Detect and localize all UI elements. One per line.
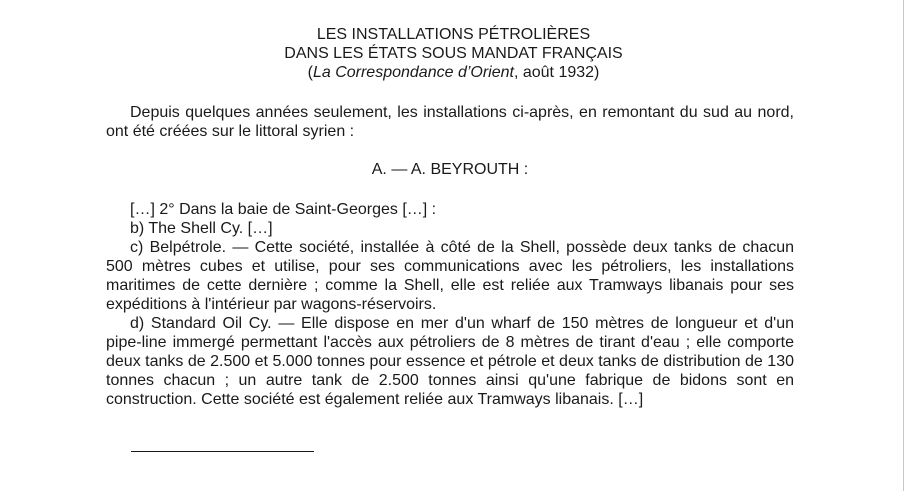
item-belpetrole: c) Belpétrole. — Cette société, installée à côté de la Shell, possède deux tanks de chacun 500 mètres cubes et utilise, pour ses communications avec les pétroliers, les installations maritimes de cette dernière ; comme la Shell, elle est reliée aux Tramways libanais pour ses expéditions à l'intérieur par wagons-réservoirs. xyxy=(106,239,794,313)
item-saint-georges: […] 2° Dans la baie de Saint-Georges […] : xyxy=(130,201,437,218)
item-shell: b) The Shell Cy. […] xyxy=(130,220,273,237)
source-open: ( xyxy=(307,64,313,81)
source-date: , août 1932) xyxy=(513,64,600,81)
title-line-1: LES INSTALLATIONS PÉTROLIÈRES xyxy=(316,26,591,43)
document-body xyxy=(106,103,794,409)
section-title: A. — A. BEYROUTH : xyxy=(371,161,529,178)
footnote-separator xyxy=(131,451,314,452)
source-publication: La Correspondance d’Orient xyxy=(312,64,514,81)
document-header xyxy=(0,25,907,82)
source-citation xyxy=(0,63,907,82)
item-standard-oil: d) Standard Oil Cy. — Elle dispose en mer d'un wharf de 150 mètres de longueur et d'un pipe-line immergé permettant l'accès aux pétroliers de 8 mètres de tirant d'eau ; elle comporte deux tanks de 2.500 et 5.000 tonnes pour essence et pétrole et deux tanks de distribution de 130 tonnes chacun ; un autre tank de 2.500 tonnes ainsi qu'une fabrique de bidons sont en construction. Cette société est également reliée aux Tramways libanais. […] xyxy=(106,315,794,408)
title-line-2: DANS LES ÉTATS SOUS MANDAT FRANÇAIS xyxy=(284,45,623,62)
intro-paragraph: Depuis quelques années seulement, les installations ci-après, en remontant du sud au nord, ont été créées sur le littoral syrien : xyxy=(106,104,794,140)
